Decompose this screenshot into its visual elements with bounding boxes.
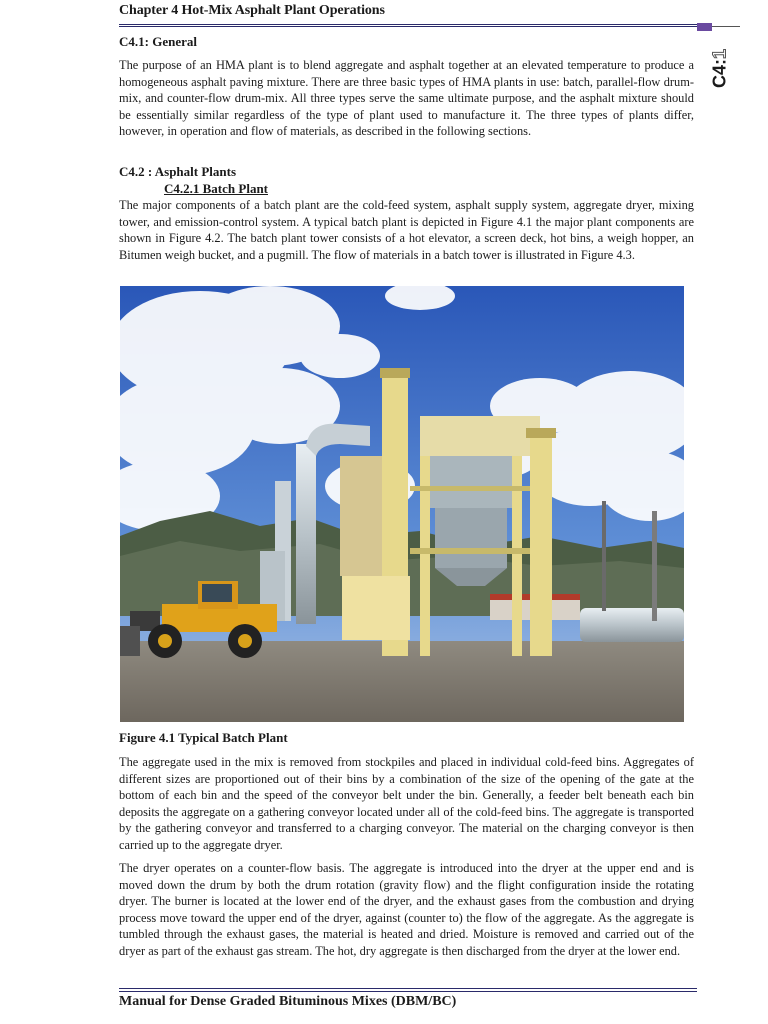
paragraph-dryer: The dryer operates on a counter-flow basis. The aggregate is introduced into the dryer at the upper end and is moved down the drum by both the drum rotation (gravity flow) and the flight configuration inside the rotating dryer. The burner is located at the lower end of the dryer, and the exhaust gases from the combustion and drying process move toward the upper end of the dryer, against (counter to) the flow of the aggregate. As the aggregate is tumbled through the exhaust gases, the material is heated and dried. Moisture is removed and carried out of the dryer as part of the exhaust gas stream. The hot, dry aggregate is then discharged from the dryer at the lower end.: [119, 861, 694, 958]
paragraph-general: The purpose of an HMA plant is to blend aggregate and asphalt together at an elevated temperature to produce a homogeneous asphalt paving mixture. There are three basic types of HMA plants in use: batch, parallel-flow drum-mix, and counter-flow drum-mix. All three types serve the same ultimate purpose, and the asphalt mixture should be essentially similar regardless of the type of plant used to manufacture it. The three types of plants differ, however, in operation and flow of materials, as described in the following sections.: [119, 58, 694, 139]
subsection-heading-batch-plant: C4.2.1 Batch Plant: [164, 181, 268, 196]
side-tab-label: [710, 31, 731, 107]
header-rule-secondary: [119, 26, 697, 27]
manual-title: Manual for Dense Graded Bituminous Mixes (DBM/BC): [119, 994, 457, 1009]
chapter-tab-line: [712, 26, 740, 27]
figure-caption: Figure 4.1 Typical Batch Plant: [119, 730, 288, 745]
side-tab-prefix: C4:: [709, 59, 730, 89]
side-tab-number: 1: [709, 48, 730, 59]
batch-plant-photo: [120, 286, 684, 722]
paragraph-batch-plant: The major components of a batch plant are the cold-feed system, asphalt supply system, aggregate dryer, mixing tower, and emission-control system. A typical batch plant is depicted in Figure 4.1 the major plant components are shown in Figure 4.2. The batch plant tower consists of a hot elevator, a screen deck, hot bins, a weigh hopper, an Bitumen weigh bucket, and a pugmill. The flow of materials in a batch tower is illustrated in Figure 4.3.: [119, 198, 694, 262]
section-heading-asphalt-plants: C4.2 : Asphalt Plants: [119, 164, 237, 179]
header-rule: [119, 24, 697, 25]
footer-rule-secondary: [119, 991, 697, 992]
footer-rule: [119, 988, 697, 989]
section-heading-general: C4.1: General: [119, 34, 197, 49]
chapter-title: Chapter 4 Hot-Mix Asphalt Plant Operations: [119, 3, 385, 18]
paragraph-aggregate: The aggregate used in the mix is removed from stockpiles and placed in individual cold-feed bins. Aggregates of different sizes are proportioned out of their bins by a combination of the size of the opening of the gate at the bottom of each bin and the speed of the conveyor belt under the bin. Generally, a feeder belt beneath each bin deposits the aggregate on a gathering conveyor located under all of the cold-feed bins. The aggregate is transported by the gathering conveyor and transferred to a charging conveyor. The material on the charging conveyor is then carried up to the aggregate dryer.: [119, 755, 694, 852]
chapter-side-tab: [708, 40, 732, 110]
